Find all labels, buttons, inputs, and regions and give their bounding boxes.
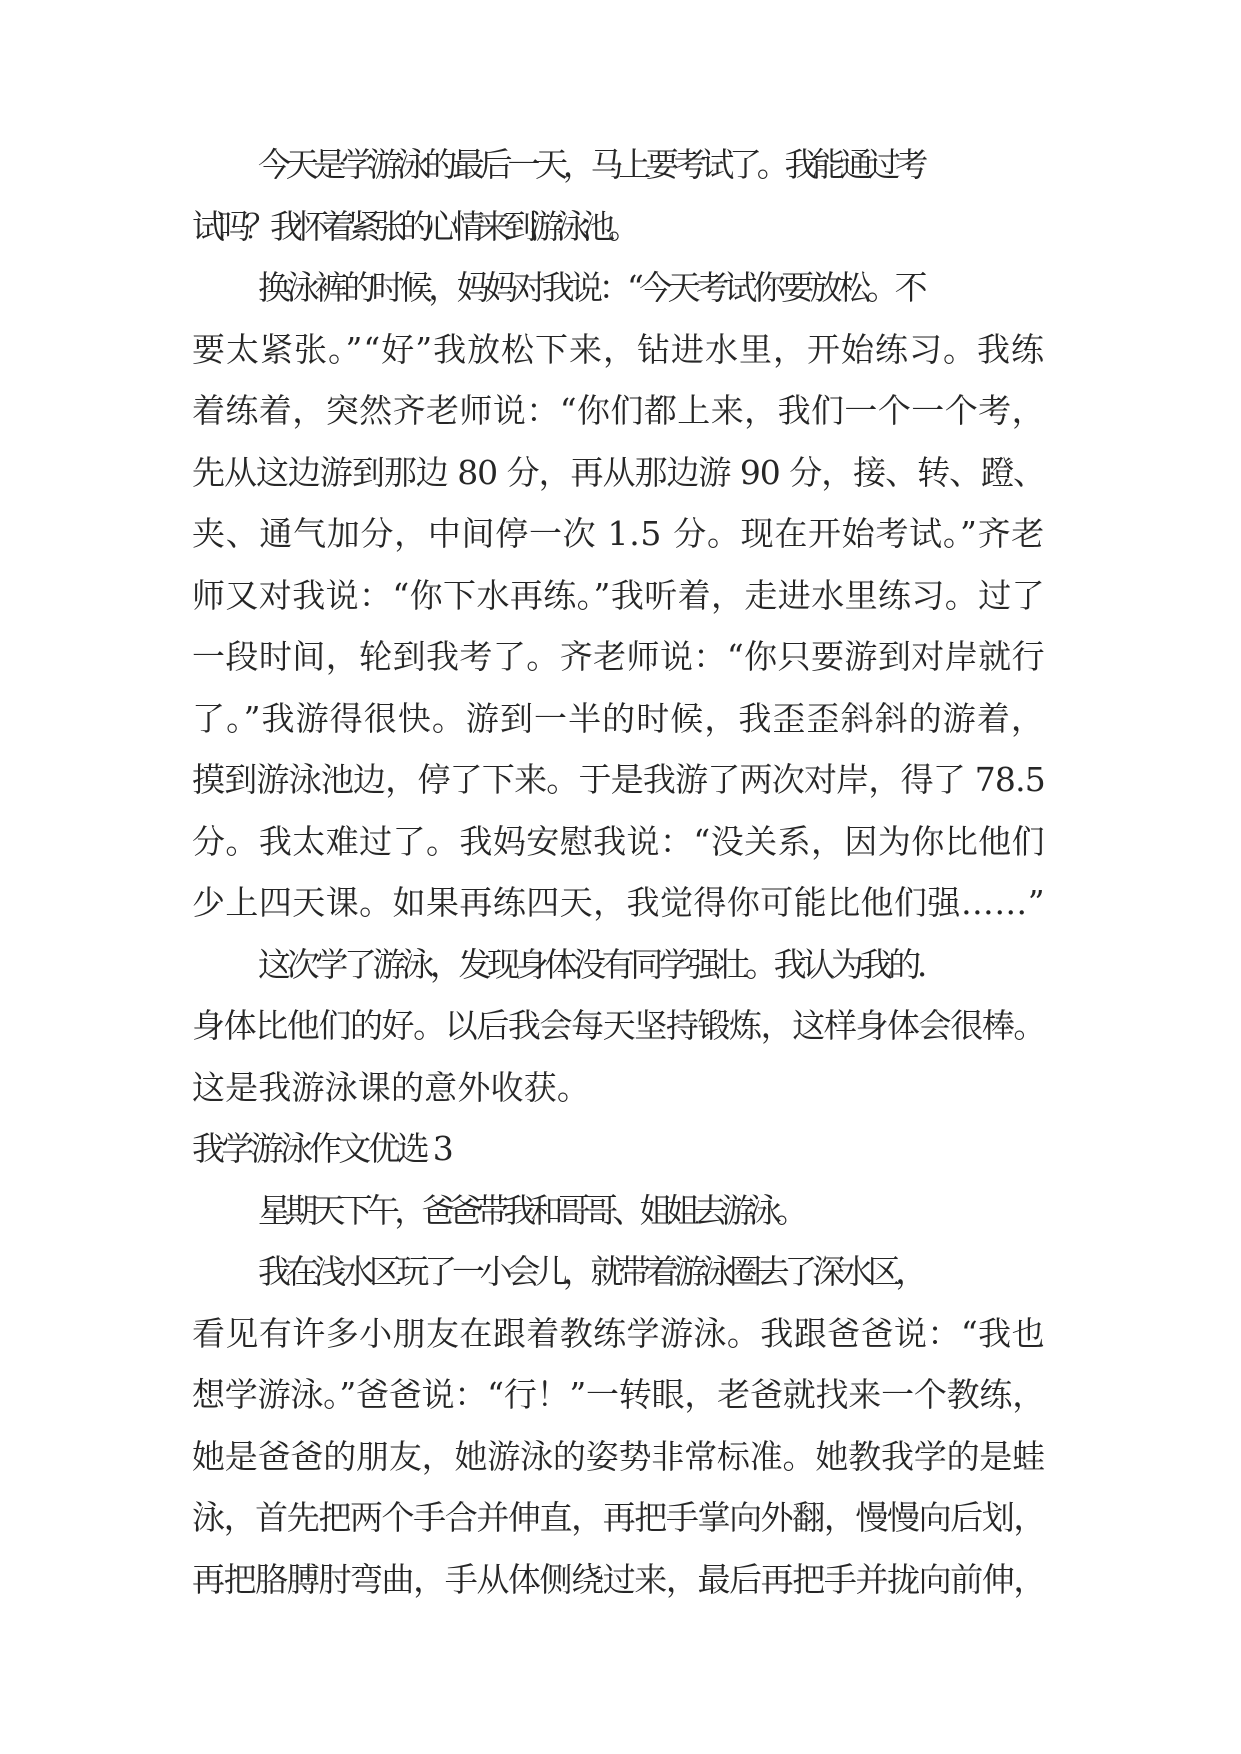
paragraph-line [0,1119,1241,1179]
paragraph-line [0,1550,1241,1610]
paragraph-line [0,812,1241,872]
paragraph-line [0,443,1241,503]
line-text: 着练着，突然齐老师说：“你们都上来，我们一个一个考， [192,391,1045,430]
paragraph-line [0,627,1241,687]
line-text: 夹、通气加分，中间停一次 1.5 分。现在开始考试。”齐老 [192,514,1045,553]
paragraph-line [0,750,1241,810]
paragraph-line [0,566,1241,626]
line-text: 一段时间，轮到我考了。齐老师说：“你只要游到对岸就行 [192,637,1045,676]
line-text: 想学游泳。”爸爸说：“行！”一转眼，老爸就找来一个教练， [192,1375,1045,1414]
line-text: 我在浅水区玩了一小会儿，就带着游泳圈去了深水区， [258,1252,924,1291]
paragraph-line [0,1488,1241,1548]
paragraph-line [0,996,1241,1056]
paragraph-line [0,1304,1241,1364]
paragraph-first-line [0,1242,1241,1302]
line-text: 摸到游泳池边，停了下来。于是我游了两次对岸，得了 78.5 [192,760,1045,799]
line-text: 少上四天课。如果再练四天，我觉得你可能比他们强……” [192,883,1045,922]
line-text: 这是我游泳课的意外收获。 [192,1067,590,1107]
line-text: 星期天下午，爸爸带我和哥哥、姐姐去游泳。 [258,1190,803,1230]
line-text: 先从这边游到那边 80 分，再从那边游 90 分，接、转、蹬、 [192,452,1045,492]
paragraph-first-line [0,935,1241,995]
paragraph-first-line [0,258,1241,318]
line-text: 要太紧张。”“好”我放松下来，钻进水里，开始练习。我练 [192,329,1045,369]
line-text: 了。”我游得很快。游到一半的时候，我歪歪斜斜的游着， [192,698,1045,738]
paragraph-line [0,689,1241,749]
line-text: 试吗？我怀着紧张的心情来到游泳池。 [192,206,634,246]
paragraph-line [0,381,1241,441]
paragraph-line [0,1427,1241,1487]
paragraph-first-line [0,1181,1241,1241]
line-text: 换泳裤的时候，妈妈对我说：“今天考试你要放松。不 [258,268,923,307]
paragraph-first-line [0,135,1241,195]
line-text: 身体比他们的好。以后我会每天坚持锻炼，这样身体会很棒。 [192,1006,1046,1045]
line-text: 我学游泳作文优选 3 [192,1129,450,1168]
line-text: 再把胳膊肘弯曲，手从体侧绕过来，最后再把手并拢向前伸， [192,1559,1046,1599]
paragraph-line [0,504,1241,564]
line-text: 今天是学游泳的最后一天，马上要考试了。我能通过考 [258,145,924,184]
line-text: 看见有许多小朋友在跟着教练学游泳。我跟爸爸说：“我也 [192,1313,1045,1353]
line-text: 这次学了游泳，发现身体没有同学强壮。我认为我的. [258,944,923,984]
paragraph-line [0,320,1241,380]
paragraph-line [0,1058,1241,1118]
line-text: 分。我太难过了。我妈安慰我说：“没关系，因为你比他们 [192,821,1045,861]
paragraph-line [0,197,1241,257]
paragraph-line [0,873,1241,933]
line-text: 师又对我说：“你下水再练。”我听着，走进水里练习。过了 [192,575,1045,615]
line-text: 她是爸爸的朋友，她游泳的姿势非常标准。她教我学的是蛙 [192,1436,1045,1476]
paragraph-line [0,1365,1241,1425]
line-text: 泳，首先把两个手合并伸直，再把手掌向外翻，慢慢向后划， [192,1498,1046,1537]
